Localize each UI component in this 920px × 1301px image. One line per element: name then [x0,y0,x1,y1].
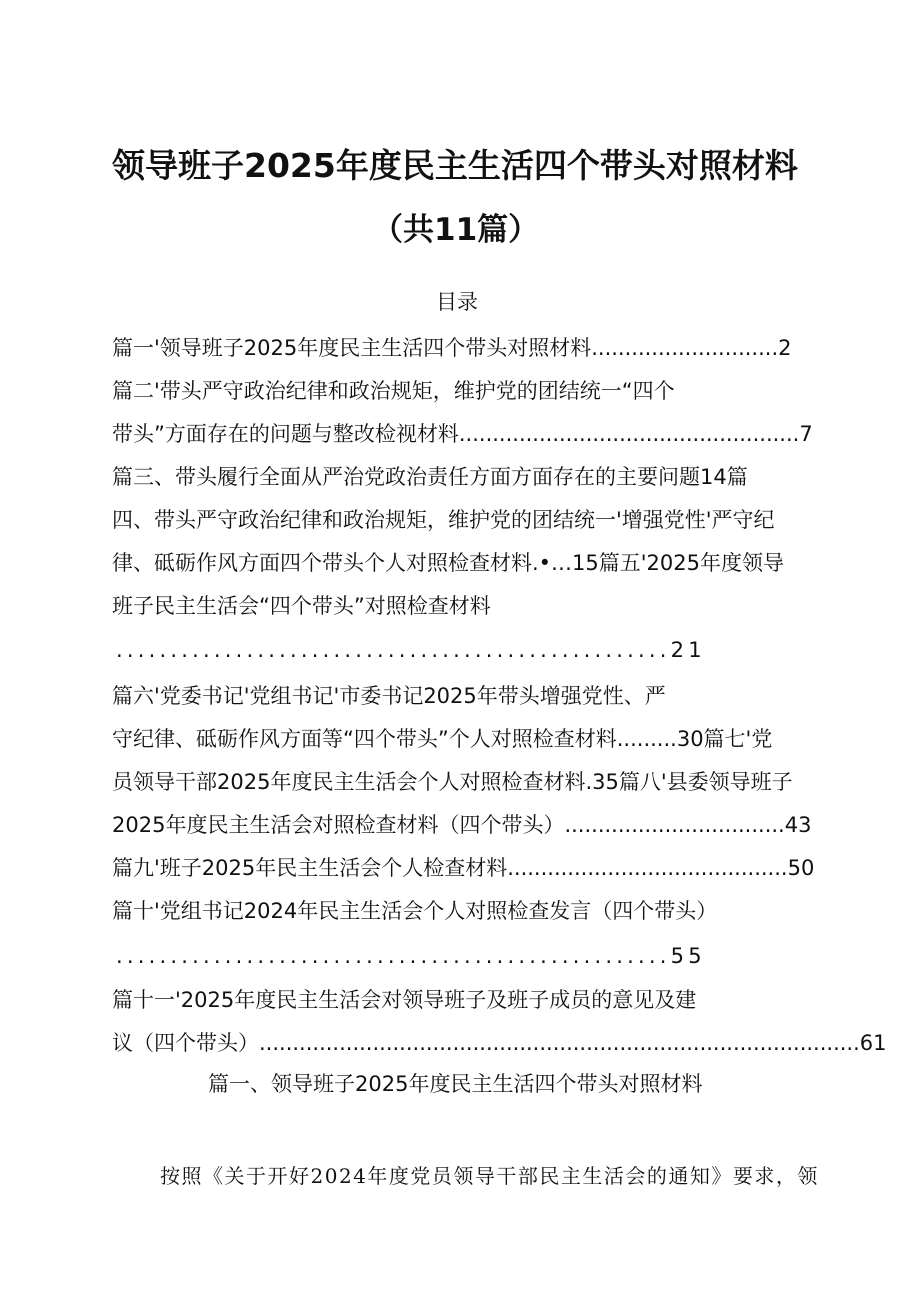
toc-line[interactable]: 守纪律、砥砺作风方面等“四个带头”个人对照检查材料.........30篇七'党 [112,727,773,751]
page-subtitle: （共11篇） [372,212,540,248]
toc-line[interactable]: 律、砥砺作风方面四个带头个人对照检查材料.•…15篇五'2025年度领导 [112,551,784,575]
toc-line[interactable]: 员领导干部2025年度民主生活会个人对照检查材料.35篇八'县委领导班子 [112,770,793,794]
toc-line[interactable]: 篇十'党组书记2024年民主生活会个人对照检查发言（四个带头） [112,899,718,923]
section-heading: 篇一、领导班子2025年度民主生活四个带头对照材料 [208,1072,703,1096]
toc-heading: 目录 [436,290,478,314]
toc-line[interactable]: 四、带头严守政治纪律和政治规矩，维护党的团结统一'增强党性'严守纪 [112,508,775,532]
toc-line[interactable]: 议（四个带头）..........................................................................................61 [112,1031,887,1055]
toc-line[interactable]: 2025年度民主生活会对照检查材料（四个带头）.................................43 [112,813,812,837]
toc-line[interactable]: 篇六'党委书记'党组书记'市委书记2025年带头增强党性、严 [112,684,666,708]
page-title: 领导班子2025年度民主生活四个带头对照材料 [112,146,798,185]
body-paragraph: 按照《关于开好2024年度党员领导干部民主生活会的通知》要求，领 [160,1164,819,1188]
toc-line[interactable]: 篇十一'2025年度民主生活会对领导班子及班子成员的意见及建 [112,988,697,1012]
toc-line[interactable]: 篇二'带头严守政治纪律和政治规矩，维护党的团结统一“四个 [112,379,675,403]
toc-line[interactable]: 带头”方面存在的问题与整改检视材料...................................................7 [112,422,813,446]
toc-line[interactable]: ...................................................21 [116,638,706,662]
toc-line[interactable]: 篇三、带头履行全面从严治党政治责任方面方面存在的主要问题14篇 [112,465,748,489]
toc-line[interactable]: ...................................................55 [116,944,706,968]
toc-line[interactable]: 篇一'领导班子2025年度民主生活四个带头对照材料............................2 [112,336,792,360]
toc-line[interactable]: 篇九'班子2025年民主生活会个人检查材料..........................................50 [112,856,815,880]
toc-line[interactable]: 班子民主生活会“四个带头”对照检查材料 [112,594,491,618]
